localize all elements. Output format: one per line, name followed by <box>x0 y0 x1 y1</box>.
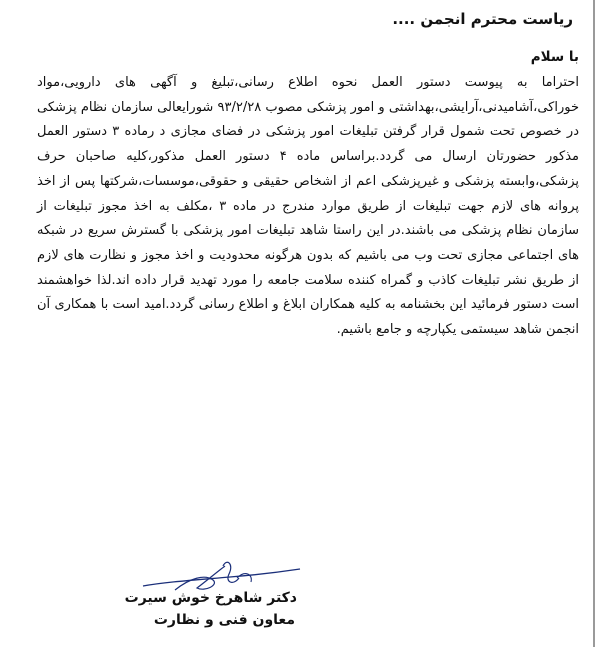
letter-body: احتراما به پیوست دستور العمل نحوه اطلاع رسانی،تبلیغ و آگهی های دارویی،مواد خوراکی،آشامیدنی،آرایشی،بهداشتی و امور پزشکی مصوب ۹۳/۲/۲۸ شورایعالی سازمان نظام پزشکی در خصوص تحت شمول قرار گرفتن تبلیغات امور پزشکی در فضای مجازی د رماده ۳ دستور العمل مذکور حضورتان ارسال می گردد.براساس ماده ۴ دستور العمل مذکور،کلیه صاحبان حرف پزشکی،وابسته پزشکی و غیرپزشکی اعم از اشخاص حقیقی و حقوقی،موسسات،شرکتها پس از اخذ پروانه های لازم جهت تبلیغات از طریق موارد مندرج در ماده ۳ ،مکلف به اخذ مجوز تبلیغات از سازمان نظام پزشکی می باشند.در این راستا شاهد تبلیغات امور پزشکی با گسترش سریع در شبکه های اجتماعی مجازی تحت وب می باشیم که بدون هرگونه محدودیت و اخذ مجوز و نظارت های لازم از طریق نشر تبلیغات کاذب و گمراه کننده سلامت جامعه را مورد تهدید قرار داده اند.لذا خواهشمند است دستور فرمائید این بخشنامه به کلیه همکاران ابلاغ و اطلاع رسانی گردد.امید است با همکاری آن انجمن شاهد سیستمی یکپارچه و جامع باشیم. <box>37 75 579 338</box>
letter-greeting: با سلام <box>530 49 579 65</box>
signature-block <box>124 560 305 640</box>
signer-title: معاون فنی و نظارت <box>153 612 295 628</box>
letter-heading: ریاست محترم انجمن .... <box>392 10 573 28</box>
letter-page <box>23 8 583 343</box>
signer-name: دکتر شاهرخ خوش سیرت <box>124 590 297 606</box>
